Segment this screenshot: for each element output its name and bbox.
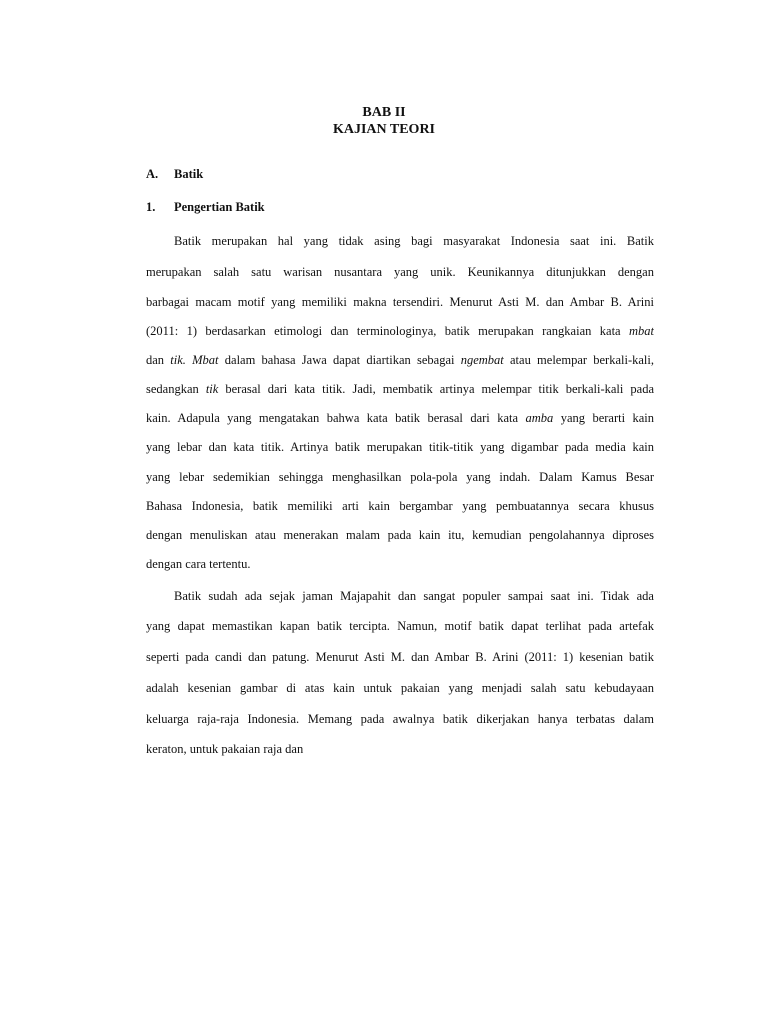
paragraph-line: dengan cara tertentu. <box>146 557 251 571</box>
italic-term: tik. Mbat <box>170 353 219 367</box>
text-run: (2011: 1) berdasarkan etimologi dan terminologinya, batik merupakan rangkaian kata <box>146 324 621 338</box>
chapter-title: KAJIAN TEORI <box>332 122 436 137</box>
italic-term: ngembat <box>460 353 504 367</box>
text-run: sedangkan <box>146 382 199 396</box>
text-run: yang berarti kain <box>560 411 654 425</box>
section-marker: A. <box>146 167 159 181</box>
text-run: berasal dari kata titik. Jadi, membatik artinya melempar titik berkali-kali pada <box>225 382 654 396</box>
paragraph-line: yang lebar dan kata titik. Artinya batik merupakan titik-titik yang digambar pada media kain <box>146 440 654 454</box>
chapter-number: BAB II <box>362 105 406 120</box>
italic-term: mbat <box>629 324 654 338</box>
paragraph-line <box>146 410 654 426</box>
text-run: dan <box>146 353 165 367</box>
paragraph-line <box>146 352 654 368</box>
paragraph-line: Batik merupakan hal yang tidak asing bagi masyarakat Indonesia saat ini. Batik <box>174 234 654 248</box>
italic-term: amba <box>525 411 554 425</box>
subsection-marker: 1. <box>146 200 156 214</box>
paragraph-line: dengan menuliskan atau menerakan malam pada kain itu, kemudian pengolahannya diproses <box>146 528 654 542</box>
paragraph-line: Batik sudah ada sejak jaman Majapahit dan sangat populer sampai saat ini. Tidak ada <box>174 589 654 603</box>
text-run: kain. Adapula yang mengatakan bahwa kata batik berasal dari kata <box>146 411 519 425</box>
section-title: Batik <box>174 167 204 181</box>
paragraph-line: Bahasa Indonesia, batik memiliki arti kain bergambar yang pembuatannya secara khusus <box>146 499 654 513</box>
paragraph-line: yang lebar sedemikian sehingga menghasilkan pola-pola yang indah. Dalam Kamus Besar <box>146 470 654 484</box>
subsection-heading <box>146 199 265 215</box>
paragraph-line: keluarga raja-raja Indonesia. Memang pada awalnya batik dikerjakan hanya terbatas dalam <box>146 712 654 726</box>
text-run: dalam bahasa Jawa dapat diartikan sebagai <box>224 353 455 367</box>
paragraph-line <box>146 381 654 397</box>
paragraph-line: yang dapat memastikan kapan batik tercipta. Namun, motif batik dapat terlihat pada artefak <box>146 619 654 633</box>
subsection-title: Pengertian Batik <box>174 200 265 214</box>
paragraph-line: merupakan salah satu warisan nusantara yang unik. Keunikannya ditunjukkan dengan <box>146 265 654 279</box>
italic-term: tik <box>205 382 219 396</box>
paragraph-line: adalah kesenian gambar di atas kain untuk pakaian yang menjadi salah satu kebudayaan <box>146 681 654 695</box>
section-heading <box>146 166 203 182</box>
paragraph-line: seperti pada candi dan patung. Menurut Asti M. dan Ambar B. Arini (2011: 1) kesenian batik <box>146 650 654 664</box>
text-run: atau melempar berkali-kali, <box>510 353 654 367</box>
paragraph-line <box>146 323 654 339</box>
paragraph-line: barbagai macam motif yang memiliki makna tersendiri. Menurut Asti M. dan Ambar B. Arini <box>146 295 654 309</box>
paragraph-line: keraton, untuk pakaian raja dan <box>146 742 304 756</box>
